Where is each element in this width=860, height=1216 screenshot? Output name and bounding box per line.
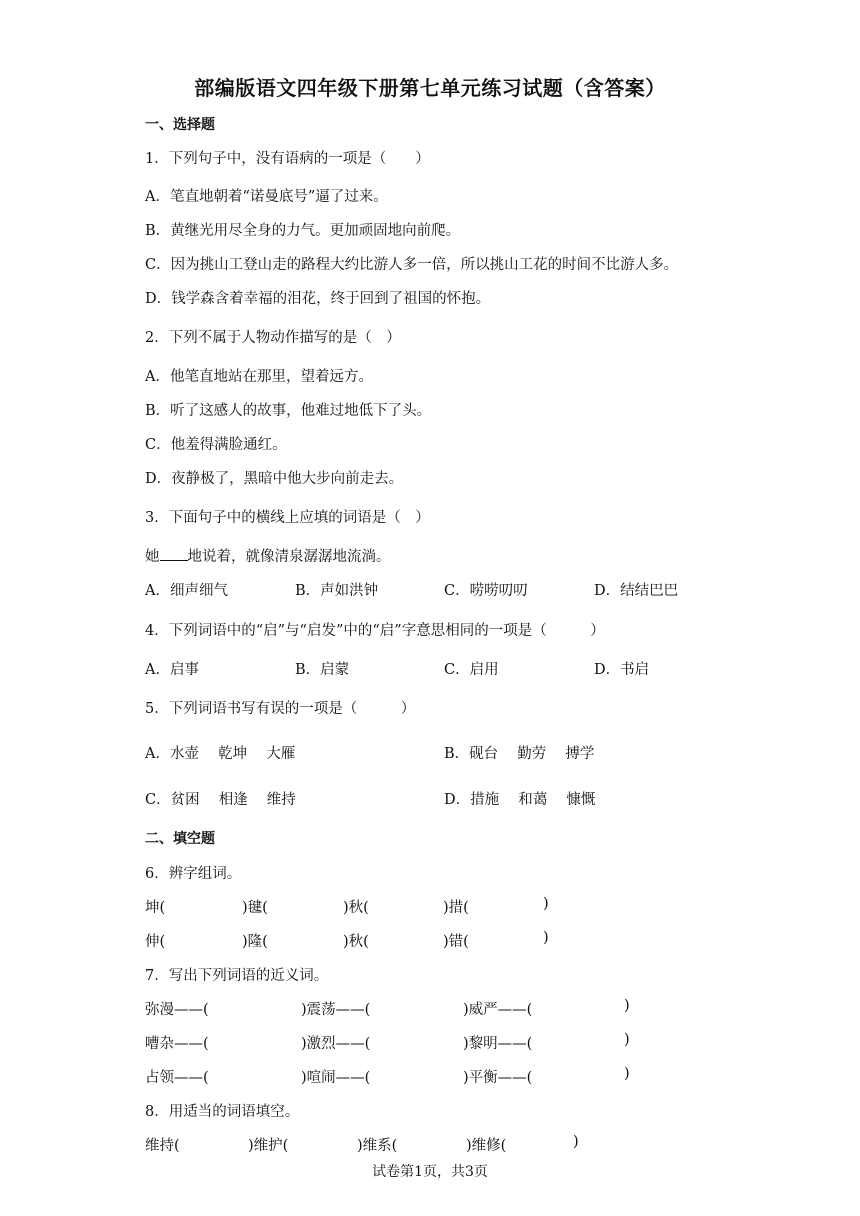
q8-row1-cell: )维修( — [466, 1138, 507, 1154]
q6-row2-cell: )隆( — [242, 934, 268, 950]
question-1-option-d: D．钱学森含着幸福的泪花，终于回到了祖国的怀抱。 — [145, 291, 491, 307]
question-2-option-a: A．他笔直地站在那里，望着远方。 — [145, 369, 373, 385]
q6-row1-cell: )秋( — [343, 900, 369, 916]
question-1-option-c: C．因为挑山工登山走的路程大约比游人多一倍，所以挑山工花的时间不比游人多。 — [145, 257, 679, 273]
question-3-option-b: B．声如洪钟 — [295, 583, 379, 599]
q6-row1-cell: 坤( — [145, 900, 166, 916]
question-3-stem: 3．下面句子中的横线上应填的词语是（ ） — [145, 510, 430, 526]
q7-row3-cell: 占领——( — [145, 1070, 209, 1086]
question-2-option-b: B．听了这感人的故事，他难过地低下了头。 — [145, 403, 432, 419]
question-4-stem: 4．下列词语中的“启”与“启发”中的“启”字意思相同的一项是（ ） — [145, 623, 605, 639]
q6-row1-cell: )毽( — [242, 900, 268, 916]
question-4-option-a: A．启事 — [145, 662, 199, 678]
question-3-blank — [160, 546, 188, 561]
q7-row2-cell: )黎明——( — [463, 1036, 533, 1052]
question-5-option-a: A．水壶 乾坤 大雁 — [145, 746, 296, 762]
question-4-option-b: B．启蒙 — [295, 662, 350, 678]
q6-row2-cell: )错( — [443, 934, 469, 950]
page-title: 部编版语文四年级下册第七单元练习试题（含答案） — [194, 76, 666, 100]
question-5-option-b: B．砚台 勤劳 搏学 — [444, 746, 595, 762]
q7-row3-cell: )平衡——( — [463, 1070, 533, 1086]
q7-row1-cell: 弥漫——( — [145, 1002, 209, 1018]
q7-row2-cell: )激烈——( — [301, 1036, 371, 1052]
question-5-option-c: C．贫困 相逢 维持 — [145, 792, 296, 808]
question-2-stem: 2．下列不属于人物动作描写的是（ ） — [145, 330, 401, 346]
question-3-option-d: D．结结巴巴 — [594, 583, 679, 599]
question-6-stem: 6．辨字组词。 — [145, 866, 242, 882]
question-1-stem: 1．下列句子中，没有语病的一项是（ ） — [145, 151, 430, 167]
page-footer: 试卷第1页，共3页 — [372, 1164, 488, 1180]
q6-row2-cell: ) — [543, 930, 549, 946]
section-heading-choice: 一、选择题 — [145, 117, 215, 133]
question-7-stem: 7．写出下列词语的近义词。 — [145, 968, 329, 984]
question-3-option-a: A．细声细气 — [145, 583, 228, 599]
q7-row1-cell: )震荡——( — [301, 1002, 371, 1018]
question-3-option-c: C．唠唠叨叨 — [444, 583, 528, 599]
q7-row1-cell: ) — [624, 998, 630, 1014]
q8-row1-cell: )维护( — [248, 1138, 289, 1154]
q7-row2-cell: 嘈杂——( — [145, 1036, 209, 1052]
question-1-option-a: A．笔直地朝着“诺曼底号”逼了过来。 — [145, 189, 388, 205]
q6-row1-cell: )措( — [443, 900, 469, 916]
q6-row1-cell: ) — [543, 896, 549, 912]
question-3-sentence-before: 她 — [145, 549, 160, 565]
question-3-sentence-after: 地说着，就像清泉潺潺地流淌。 — [187, 549, 391, 565]
q7-row3-cell: )喧闹——( — [301, 1070, 371, 1086]
question-2-option-d: D．夜静极了，黑暗中他大步向前走去。 — [145, 471, 404, 487]
section-heading-fill: 二、填空题 — [145, 831, 215, 847]
question-5-stem: 5．下列词语书写有误的一项是（ ） — [145, 701, 416, 717]
question-3-sentence — [145, 545, 391, 566]
q8-row1-cell: 维持( — [145, 1138, 180, 1154]
q7-row3-cell: ) — [624, 1066, 630, 1082]
q6-row2-cell: )秋( — [343, 934, 369, 950]
q8-row1-cell: ) — [573, 1134, 579, 1150]
q7-row1-cell: )威严——( — [463, 1002, 533, 1018]
question-1-option-b: B．黄继光用尽全身的力气。更加顽固地向前爬。 — [145, 223, 461, 239]
q8-row1-cell: )维系( — [357, 1138, 398, 1154]
question-8-stem: 8．用适当的词语填空。 — [145, 1104, 300, 1120]
q7-row2-cell: ) — [624, 1032, 630, 1048]
question-4-option-d: D．书启 — [594, 662, 650, 678]
question-2-option-c: C．他羞得满脸通红。 — [145, 437, 287, 453]
question-5-option-d: D．措施 和蔼 慷慨 — [444, 792, 596, 808]
q6-row2-cell: 伸( — [145, 934, 166, 950]
question-4-option-c: C．启用 — [444, 662, 499, 678]
